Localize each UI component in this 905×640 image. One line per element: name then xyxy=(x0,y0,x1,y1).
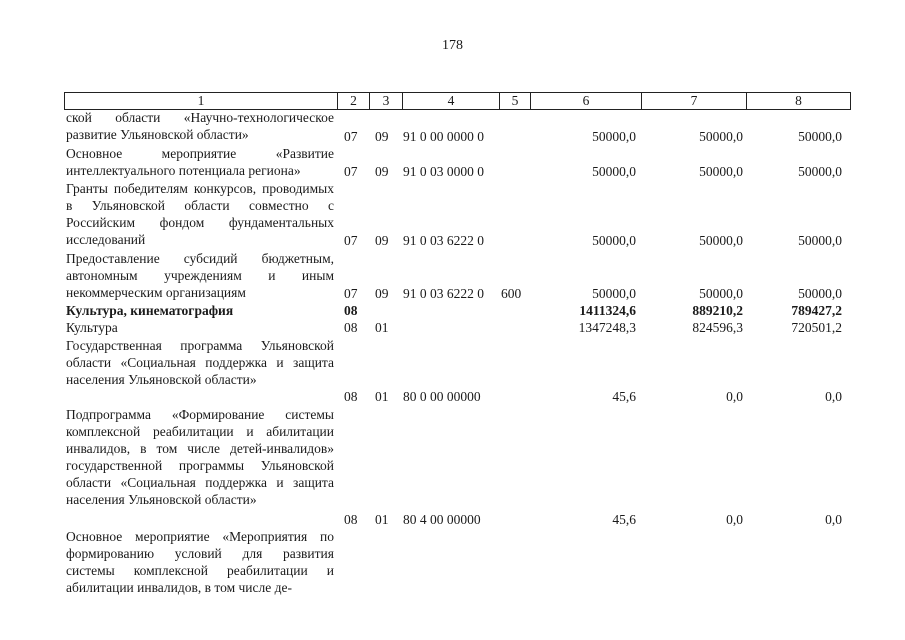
cell-section: 07 xyxy=(344,164,358,179)
cell-amount-1: 1411324,6 xyxy=(579,303,636,318)
row-description: Основное мероприятие «Мероприятия по формированию условий для развития системы комплексной реабилитации и абилитации инвалидов, в том числе де- xyxy=(66,529,334,595)
row-description: Подпрограмма «Формирование системы комплексной реабилитации и абилитации инвалидов, в том числе детей-инвалидов» государственной программы Ульяновской области «Социальная поддержка и защита населения Ульяновской области» xyxy=(66,407,334,507)
row-description: ской области «Научно-технологическое развитие Ульяновской области» xyxy=(66,110,334,142)
cell-subsection: 01 xyxy=(375,389,389,404)
cell-subsection: 09 xyxy=(375,233,389,248)
row-description: Культура xyxy=(66,320,118,335)
cell-amount-3: 720501,2 xyxy=(791,320,842,335)
cell-target-code: 80 0 00 00000 xyxy=(403,389,481,404)
cell-amount-2: 0,0 xyxy=(726,389,743,404)
cell-subsection: 01 xyxy=(375,512,389,527)
cell-amount-1: 50000,0 xyxy=(592,233,636,248)
cell-section: 08 xyxy=(344,389,358,404)
cell-section: 08 xyxy=(344,303,358,318)
cell-section: 07 xyxy=(344,233,358,248)
column-header-1: 1 xyxy=(65,93,338,110)
cell-target-code: 80 4 00 00000 xyxy=(403,512,481,527)
cell-amount-3: 0,0 xyxy=(825,512,842,527)
cell-amount-3: 789427,2 xyxy=(791,303,842,318)
cell-subsection: 01 xyxy=(375,320,389,335)
cell-target-code: 91 0 00 0000 0 xyxy=(403,129,484,144)
cell-amount-2: 50000,0 xyxy=(699,286,743,301)
page-number: 178 xyxy=(442,38,463,53)
column-header-6: 6 xyxy=(531,93,642,110)
cell-amount-3: 50000,0 xyxy=(798,233,842,248)
cell-section: 07 xyxy=(344,286,358,301)
column-header-4: 4 xyxy=(403,93,500,110)
cell-amount-1: 1347248,3 xyxy=(578,320,636,335)
cell-section: 08 xyxy=(344,512,358,527)
row-description: Основное мероприятие «Развитие интеллектуального потенциала региона» xyxy=(66,146,334,178)
cell-amount-3: 50000,0 xyxy=(798,164,842,179)
cell-amount-2: 50000,0 xyxy=(699,164,743,179)
cell-target-code: 91 0 03 6222 0 xyxy=(403,286,484,301)
cell-amount-2: 824596,3 xyxy=(692,320,743,335)
cell-amount-1: 50000,0 xyxy=(592,164,636,179)
cell-subsection: 09 xyxy=(375,286,389,301)
cell-expense-type: 600 xyxy=(501,286,522,301)
cell-amount-2: 50000,0 xyxy=(699,233,743,248)
cell-amount-3: 50000,0 xyxy=(798,129,842,144)
cell-target-code: 91 0 03 6222 0 xyxy=(403,233,484,248)
cell-amount-1: 50000,0 xyxy=(592,286,636,301)
row-description: Культура, кинематография xyxy=(66,303,234,318)
cell-amount-1: 45,6 xyxy=(612,512,636,527)
row-description: Предоставление субсидий бюджетным, автономным учреждениям и иным некоммерческим организациям xyxy=(66,251,334,300)
row-description: Государственная программа Ульяновской области «Социальная поддержка и защита населения Ульяновской области» xyxy=(66,338,334,387)
column-header-row xyxy=(64,92,851,110)
column-header-7: 7 xyxy=(642,93,747,110)
cell-amount-2: 0,0 xyxy=(726,512,743,527)
cell-amount-1: 50000,0 xyxy=(592,129,636,144)
cell-section: 07 xyxy=(344,129,358,144)
cell-subsection: 09 xyxy=(375,164,389,179)
column-header-8: 8 xyxy=(747,93,851,110)
cell-target-code: 91 0 03 0000 0 xyxy=(403,164,484,179)
cell-amount-3: 0,0 xyxy=(825,389,842,404)
cell-amount-2: 889210,2 xyxy=(692,303,743,318)
row-description: Гранты победителям конкурсов, проводимых в Ульяновской области совместно с Российским фондом фундаментальных исследований xyxy=(66,181,334,247)
cell-amount-2: 50000,0 xyxy=(699,129,743,144)
column-header-3: 3 xyxy=(370,93,403,110)
cell-amount-1: 45,6 xyxy=(612,389,636,404)
cell-section: 08 xyxy=(344,320,358,335)
cell-subsection: 09 xyxy=(375,129,389,144)
cell-amount-3: 50000,0 xyxy=(798,286,842,301)
column-header-2: 2 xyxy=(338,93,370,110)
column-header-5: 5 xyxy=(500,93,531,110)
